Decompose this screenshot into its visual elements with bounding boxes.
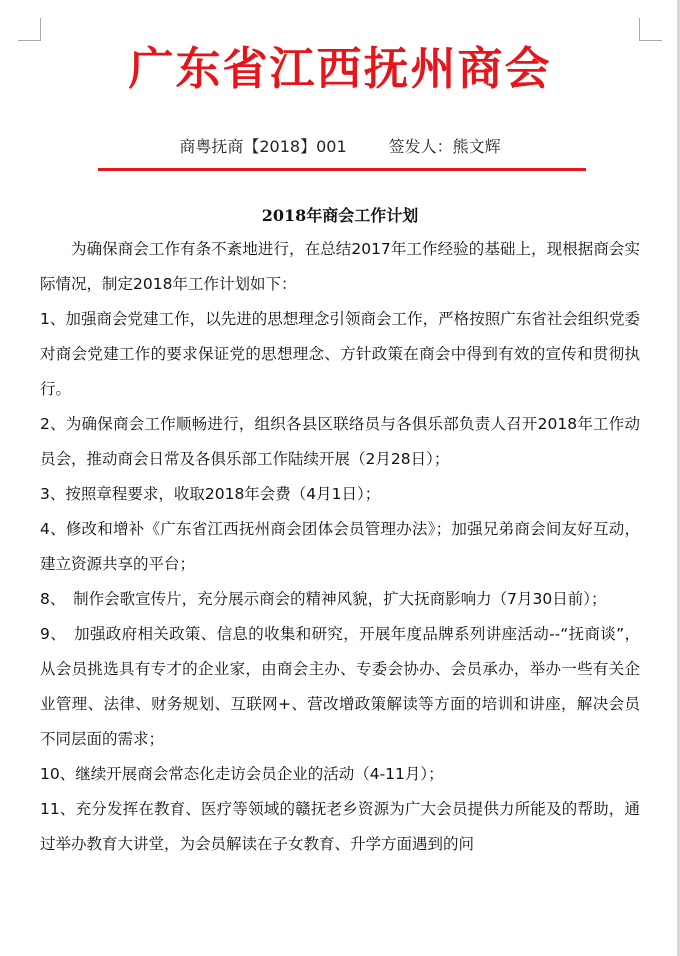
plan-item: 9、 加强政府相关政策、信息的收集和研究，开展年度品牌系列讲座活动--“抚商谈”，从会员挑选具有专才的企业家，由商会主办、专委会协办、会员承办，举办一些有关企业管理、法律、财务规划、互联网+、营改增政策解读等方面的培训和讲座，解决会员不同层面的需求； bbox=[40, 625, 640, 748]
document-body bbox=[40, 232, 640, 862]
plan-item: 2、为确保商会工作顺畅进行，组织各县区联络员与各俱乐部负责人召开2018年工作动员会，推动商会日常及各俱乐部工作陆续开展（2月28日）； bbox=[40, 415, 640, 468]
plan-item: 1、加强商会党建工作，以先进的思想理念引领商会工作，严格按照广东省社会组织党委对商会党建工作的要求保证党的思想理念、方针政策在商会中得到有效的宣传和贯彻执行。 bbox=[40, 310, 640, 398]
issuer-line: 签发人：熊文辉 bbox=[388, 137, 501, 156]
organization-title: 广东省江西抚州商会 bbox=[128, 42, 552, 95]
intro-paragraph: 为确保商会工作有条不紊地进行，在总结2017年工作经验的基础上，现根据商会实际情况，制定2018年工作计划如下： bbox=[40, 240, 640, 293]
plan-item: 8、 制作会歌宣传片，充分展示商会的精神风貌，扩大抚商影响力（7月30日前）； bbox=[40, 590, 607, 608]
plan-item: 10、继续开展商会常态化走访会员企业的活动（4-11月）； bbox=[40, 765, 444, 783]
plan-item: 11、充分发挥在教育、医疗等领域的赣抚老乡资源为广大会员提供力所能及的帮助，通过举办教育大讲堂，为会员解读在子女教育、升学方面遇到的问 bbox=[40, 800, 640, 853]
plan-item: 4、修改和增补《广东省江西抚州商会团体会员管理办法》；加强兄弟商会间友好互动，建立资源共享的平台； bbox=[40, 520, 640, 573]
plan-title: 2018年商会工作计划 bbox=[261, 206, 419, 225]
plan-item: 3、按照章程要求，收取2018年会费（4月1日）； bbox=[40, 485, 381, 503]
document-meta-line bbox=[0, 134, 680, 157]
document-number: 商粤抚商【2018】001 bbox=[179, 137, 347, 156]
header-divider bbox=[98, 168, 586, 171]
